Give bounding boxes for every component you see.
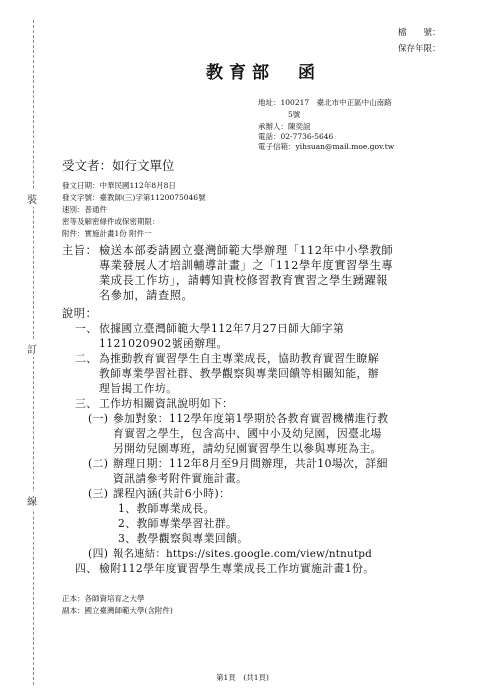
sub-item-number: (四)	[88, 547, 109, 560]
item-number: 二、	[75, 352, 98, 365]
sub-item-number: (三)	[88, 487, 109, 500]
main-recipient: 正本：各師資培育之大學	[62, 594, 145, 603]
recipient: 受文者：如行文單位	[62, 158, 175, 173]
sub-item-number: (一)	[88, 412, 109, 425]
course-item: 3、教學觀察與專業回饋。	[118, 532, 249, 545]
carbon-copy: 副本：國立臺灣師範大學(含附件)	[62, 606, 173, 615]
phone: 電話：02-7736-5646	[258, 132, 334, 141]
sub-item-number: (二)	[88, 457, 109, 470]
attachment: 附件：實施計畫1份 附件一	[62, 229, 152, 238]
item-text: 1121020902號函辦理。	[99, 337, 228, 350]
item-text: 檢附112學年度實習學生專業成長工作坊實施計畫1份。	[99, 562, 375, 575]
item-text: 為推動教育實習學生自主專業成長，協助教育實習生瞭解	[99, 352, 379, 365]
sub-item-text: 課程內涵(共計6小時)：	[113, 487, 231, 500]
document-title: 教育部 函	[206, 63, 321, 83]
sub-item-text: 資訊請參考附件實施計畫。	[113, 472, 248, 485]
subject-line: 業成長工作坊」，請轉知貴校修習教育實習之學生踴躍報	[99, 274, 389, 287]
issue-date: 發文日期：中華民國112年8月8日	[62, 181, 176, 190]
subject-line: 名參加，請查照。	[99, 289, 194, 302]
course-item: 1、教師專業成長。	[118, 502, 215, 515]
address: 地址：100217 臺北市中正區中山南路	[258, 98, 392, 107]
item-text: 依據國立臺灣師範大學112年7月27日師大師字第	[99, 322, 345, 335]
explanation-label: 說明：	[62, 307, 98, 320]
item-number: 一、	[75, 322, 98, 335]
subject-line: 檢送本部委請國立臺灣師範大學辦理「112年中小學教師	[99, 244, 394, 257]
handler: 承辦人：陳奕誼	[258, 122, 311, 131]
binding-mark-ding: 訂	[27, 340, 37, 357]
item-number: 三、	[75, 397, 98, 410]
delivery-speed: 速別：普通件	[62, 205, 107, 214]
retention-label: 保存年限：	[398, 44, 441, 54]
binding-mark-xian: 線	[27, 492, 37, 509]
subject-line: 專業發展人才培訓輔導計畫」之「112學年度實習學生專	[99, 259, 394, 272]
item-number: 四、	[75, 562, 98, 575]
address-continued: 5號	[288, 110, 301, 119]
binding-mark-zhuang: 裝	[27, 190, 37, 207]
page-number: 第1頁 (共1頁)	[216, 673, 269, 682]
sub-item-text: 育實習之學生，包含高中、國中小及幼兒園，因臺北場	[113, 427, 382, 440]
security-level: 密等及解密條件或保密期限：	[62, 217, 160, 226]
sub-item-text: 參加對象：112學年度第1學期於各教育實習機構進行教	[113, 412, 389, 425]
item-text: 工作坊相關資訊說明如下：	[99, 397, 234, 410]
course-item: 2、教師專業學習社群。	[118, 517, 238, 530]
sub-item-text: 另開幼兒園專班，請幼兒園實習學生以參與專班為主。	[113, 442, 382, 455]
subject-label: 主旨：	[62, 244, 98, 257]
email: 電子信箱：yihsuan@mail.moe.gov.tw	[258, 142, 395, 151]
sub-item-text: 辦理日期：112年8月至9月間辦理，共計10場次，詳細	[113, 457, 388, 470]
item-text: 理旨揭工作坊。	[99, 382, 178, 395]
document-number: 發文字號：臺教師(三)字第1120075046號	[62, 193, 206, 202]
file-number-label: 檔 號：	[398, 28, 441, 38]
registration-link[interactable]: 報名連結：https://sites.google.com/view/ntnutpd	[113, 548, 372, 560]
item-text: 教師專業學習社群、教學觀察與專業回饋等相關知能，辦	[99, 367, 379, 380]
